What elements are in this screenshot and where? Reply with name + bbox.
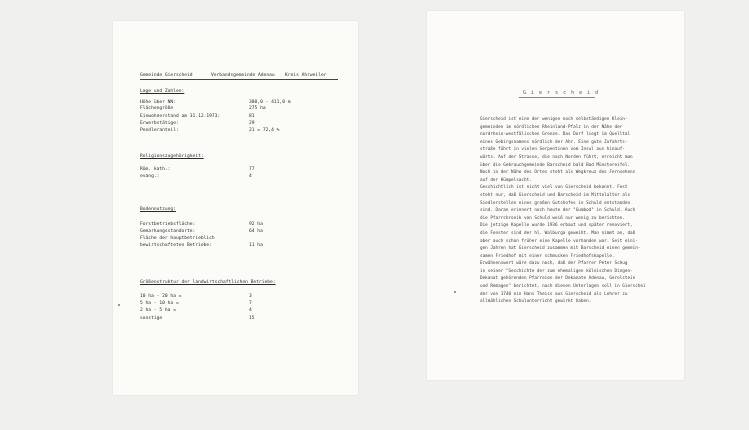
lage-value: 380,0 - 411,0 m [249,100,291,105]
groesse-value: 4 [249,308,252,313]
header-underline [140,79,338,80]
text-line: Geschichtlich ist nicht viel von Gierscheid bekannt. Fest [480,185,628,191]
body-text [480,116,650,306]
lage-value: 275 ha [249,106,266,111]
text-line: Die jetzige Kapelle wurde 1936 erbaut und später renoviert, [480,223,633,229]
religion-label: Röm. kath.: [140,167,171,172]
boden-label: Fläche der hauptbetrieblich [140,236,215,241]
boden-label: bewirtschafteten Betriebe: [140,243,212,248]
header-verband: Verbandsgemeinde Adenau [211,73,275,78]
lage-label: Pendleranteil: [140,128,179,133]
boden-label: Gemarkungsstandorte: [140,229,196,234]
text-line: und Remagen" berichtet, nach diesen Unterlagen soll in Gierschei [480,284,646,290]
text-line: Noch in der Nähe des Ortes steht als Wegkreuz des Fernsehens [480,170,636,176]
lage-label: Erwerbstätige: [140,121,179,126]
header-kreis: Kreis Ahrweiler [285,73,327,78]
text-line: Gierscheid ist eine der wenigen noch selbständigen Klein- [480,117,628,122]
religion-label: evang.: [140,174,160,179]
text-line: Dekanat gehörenden Pfarreien der Dekanate Adenau, Gerolstein [480,276,636,282]
text-line: allmählichen Schulunterricht gewirkt haben. [480,299,592,305]
groesse-heading: Größenstruktur der landwirtschaftlichen Betriebe: [140,280,276,285]
text-line: in seiner "Geschichte der zum ehemaligen kölnischen Dingen- [480,268,633,274]
text-line: steht nur, daß Gierscheid und Barscheid im Mittelalter als [480,192,631,198]
lage-label: Höhe über NN: [140,100,176,105]
text-line: wärts. Auf der Strasse, die nach Norden führt, erreicht man [480,154,633,160]
lage-value: 81 [249,114,255,119]
religion-value: 77 [249,167,255,172]
page-title: G i e r s c h e i d [523,90,600,96]
text-line: eines Gebirgsnamens nördlich der Ahr. Eine gute Zufahrts- [480,139,628,145]
lage-label: Einwohnerstand am 31.12.1973: [140,114,221,119]
boden-value: 11 ha [249,243,263,248]
boden-value: 64 ha [249,229,263,234]
boden-value: 92 ha [249,222,263,227]
text-line: über die Gebrauchgemeinde Barscheid bald Bad Münstereifel. [480,162,631,168]
text-line: samen Friedhof mit einer schmucken Friedhofskapelle. [480,253,615,259]
groesse-label: 5 ha - 10 ha = [140,301,179,306]
text-line: die Pfarrchronik von Schuld weiß nur wenig zu berichten. [480,215,625,221]
text-line: die Fenster sind der hl. Walburga geweiht. Man nimmt an, daß [480,230,636,236]
lage-value: 21 = 72,4 % [249,128,280,133]
text-line: aber auch schon früher eine Kapelle vorhanden war. Seit eini- [480,238,638,244]
text-line: Siedlerstellen eines großen Gutshofes in Schuld entstanden [480,200,631,206]
punch-hole-mark [454,291,456,293]
text-line: Erwähnenswert wäre dazu noch, daß der Pfarrer Peter Schug [480,261,628,267]
religion-value: 4 [249,174,252,179]
text-line: gemeinden im nördlichen Rheinland-Pfalz in der Nähe der [480,124,623,130]
boden-heading: Bodennutzung: [140,207,176,212]
header-gemeinde: Gemeinde Gierscheid [140,73,193,78]
text-line: nordrhein-westfälischen Grenze. Das Dorf liegt im Quelltal [480,132,631,138]
lage-label: Flächengröße [140,106,174,111]
text-line: gen Jahren hat Gierscheid zusammen mit Barscheid einen gemein- [480,246,641,252]
text-line: der von 1740 ein Hans Theiss aus Gierscheid als Lehrer zu [480,291,628,297]
text-line: auf der Hümpelsacht. [480,177,532,183]
boden-label: Forstbetriebsfläche: [140,222,196,227]
title-underline [519,97,595,98]
document-page-left [113,21,358,395]
religion-heading: Religionszugehörigkeit: [140,154,204,159]
groesse-value: 3 [249,294,252,299]
groesse-value: 7 [249,301,252,306]
groesse-label: sonstige [140,316,163,321]
groesse-label: 10 ha - 20 ha = [140,294,182,299]
groesse-label: 2 ha - 5 ha = [140,308,176,313]
punch-hole-mark [118,304,120,306]
lage-value: 29 [249,121,255,126]
lage-heading: Lage und Zahlen: [140,89,185,94]
text-line: sind. Daran erinnert noch heute der "Gumbod" in Schuld. Auch [480,208,636,214]
document-page-right [427,11,684,380]
text-line: straße führt in vielen Serpentinen vom Insul aus hinauf- [480,147,625,153]
groesse-value: 15 [249,316,255,321]
